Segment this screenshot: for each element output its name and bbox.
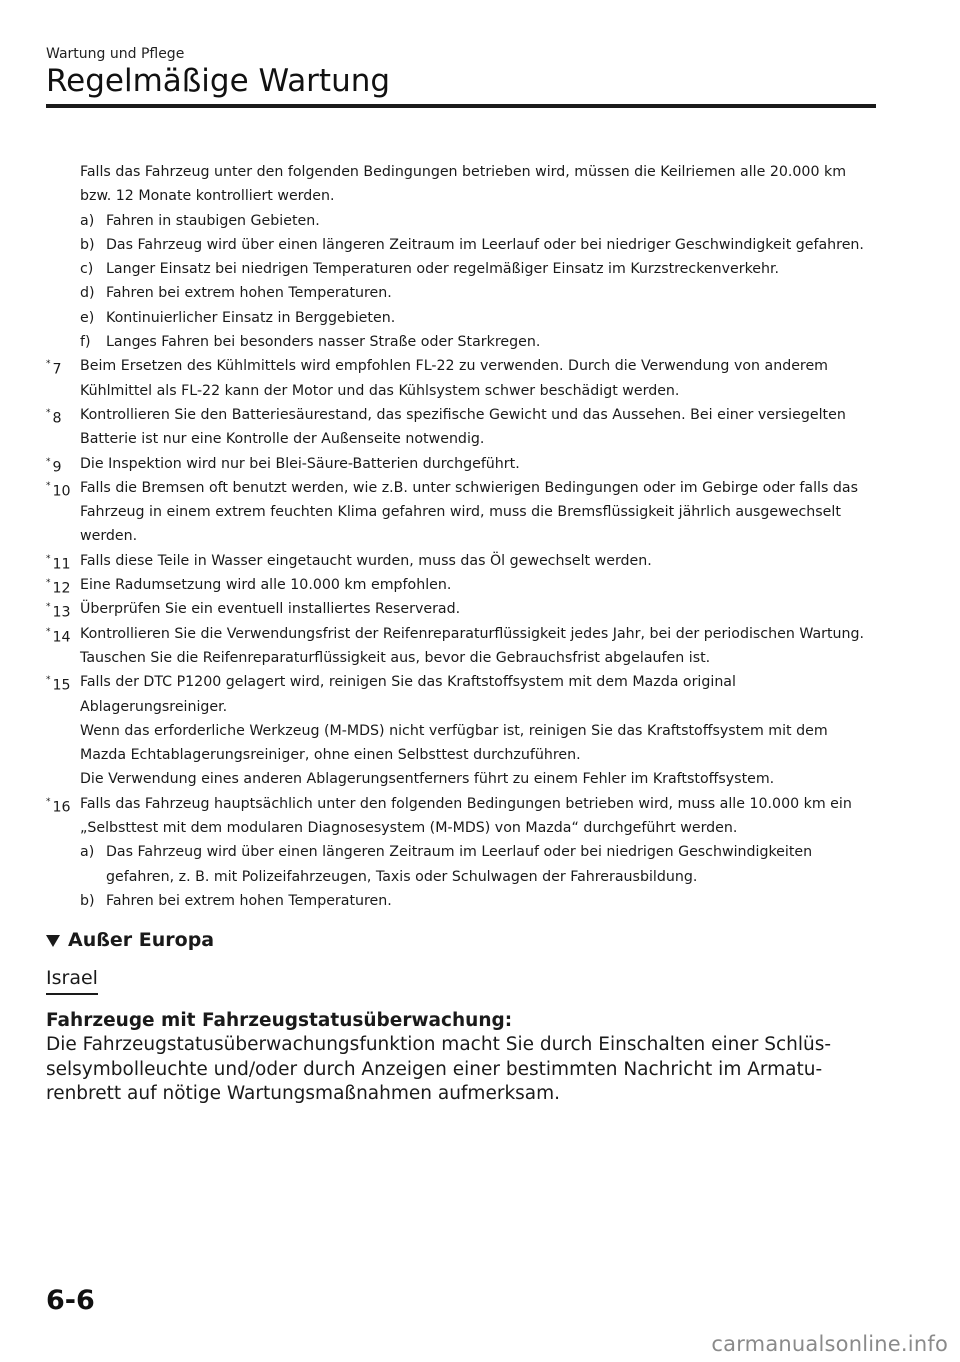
list-item: b) Fahren bei extrem hohen Temperaturen. [80,892,392,909]
footnote-12: * 12 Eine Radumsetzung wird alle 10.000 km empfohlen. [46,573,876,597]
footnote-number: * 11 [46,553,71,573]
footnote-7: * 7 Beim Ersetzen des Kühlmittels wird empfohlen FL-22 zu verwenden. Durch die Verwendung von anderem Kühlmittel als FL-22 kann der Motor und das Kühlsystem schwer beschädigt werden. [46,354,876,403]
footnote-10: * 10 Falls die Bremsen oft benutzt werden, wie z.B. unter schwierigen Bedingungen oder im Gebirge oder falls das Fahrzeug in einem extrem feuchten Klima gefahren wird, muss die Bremsflüssigkeit jährlich ausgewechselt werden. [46,476,876,549]
section-label: Wartung und Pflege [46,46,185,62]
list-item: f) Langes Fahren bei besonders nasser Straße oder Starkregen. [80,334,541,351]
title-rule [46,104,876,108]
list-item: a) Fahren in staubigen Gebieten. [80,212,320,229]
footnote-number: * 8 [46,407,62,427]
footnote-number: * 16 [46,796,71,816]
main-content [46,160,876,1107]
region-heading: Israel [46,966,98,995]
watermark: carmanualsonline.info [711,1332,948,1356]
footnote-9: * 9 Die Inspektion wird nur bei Blei-Säure-Batterien durchgeführt. [46,452,876,476]
footnote-16 [46,792,876,913]
list-item: d) Fahren bei extrem hohen Temperaturen. [80,285,392,302]
footnote-11: * 11 Falls diese Teile in Wasser eingetaucht wurden, muss das Öl gewechselt werden. [46,549,876,573]
subheading-ausser-europa: Außer Europa [46,927,876,953]
page-title: Regelmäßige Wartung [46,63,391,99]
triangle-down-icon [46,935,60,947]
footnote-number: * 13 [46,602,71,622]
list-item: a) Das Fahrzeug wird über einen längeren Zeitraum im Leerlauf oder bei niedrigen Geschwindigkeiten gefahren, z. B. mit Polizeifahrzeugen, Taxis oder Schulwagen der Fahrerausbildung. [80,844,813,885]
list-item: b) Das Fahrzeug wird über einen längeren Zeitraum im Leerlauf oder bei niedriger Geschwindigkeit gefahren. [80,236,864,253]
footnote-paragraph: Die Verwendung eines anderen Ablagerungsentferners führt zu einem Fehler im Kraftstoffsystem. [80,771,775,788]
footnote-8: * 8 Kontrollieren Sie den Batteriesäurestand, das spezifische Gewicht und das Aussehen. Bei einer versiegelten Batterie ist nur eine Kontrolle der Außenseite notwendig. [46,403,876,452]
footnote-number: * 14 [46,626,71,646]
footnote-paragraph: Wenn das erforderliche Werkzeug (M-MDS) nicht verfügbar ist, reinigen Sie das Kraftstoffsystem mit dem Mazda Echtablagerungsreiniger, ohne einen Selbsttest durchzuführen. [80,722,828,764]
footnote-number: * 9 [46,456,62,476]
footnote-number: * 7 [46,359,62,379]
page-number: 6-6 [46,1285,95,1316]
footnote-13: * 13 Überprüfen Sie ein eventuell installiertes Reserverad. [46,597,876,621]
page-header [46,46,876,108]
feature-description: Die Fahrzeugstatusüberwachungsfunktion macht Sie durch Einschalten einer Schlüs-selsymbolleuchte und/oder durch Anzeigen einer bestimmten Nachricht im Armatu-renbrett auf nötige Wartungsmaßnahmen aufmerksam. [46,1034,832,1105]
intro-paragraph: Falls das Fahrzeug unter den folgenden Bedingungen betrieben wird, müssen die Keilriemen alle 20.000 km bzw. 12 Monate kontrolliert werden. [80,164,847,205]
footnote-number: * 12 [46,578,71,597]
footnote-14: * 14 Kontrollieren Sie die Verwendungsfrist der Reifenreparaturflüssigkeit jedes Jahr, bei der periodischen Wartung. Tauschen Sie die Reifenreparaturflüssigkeit aus, bevor die Gebrauchsfrist abgelaufen ist. [46,622,876,671]
footnote-paragraph: Falls der DTC P1200 gelagert wird, reinigen Sie das Kraftstoffsystem mit dem Mazda original Ablagerungsreiniger. [80,674,736,715]
footnote-paragraph: Falls das Fahrzeug hauptsächlich unter den folgenden Bedingungen betrieben wird, muss alle 10.000 km ein „Selbsttest mit dem modularen Diagnosesystem (M-MDS) von Mazda“ durchgeführt werden. [80,795,852,837]
list-item: c) Langer Einsatz bei niedrigen Temperaturen oder regelmäßiger Einsatz im Kurzstreckenverkehr. [80,261,780,278]
footnote-15 [46,670,876,791]
feature-heading: Fahrzeuge mit Fahrzeugstatusüberwachung: [46,1010,513,1032]
footnote-number: * 10 [46,480,71,500]
footnote-number: * 15 [46,675,71,694]
list-item: e) Kontinuierlicher Einsatz in Berggebieten. [80,309,396,326]
